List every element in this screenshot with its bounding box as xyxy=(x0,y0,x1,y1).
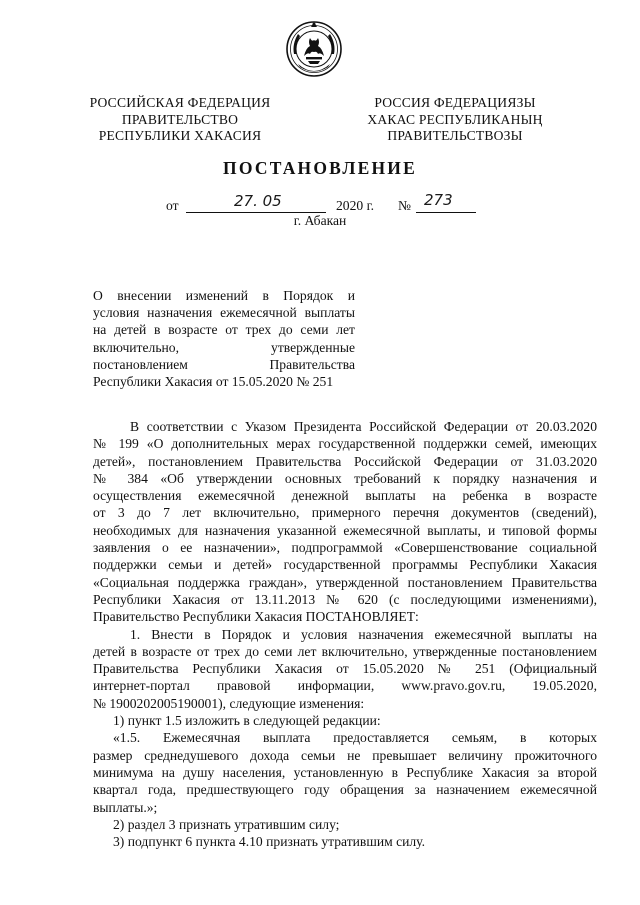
body-line: «Социальная поддержка граждан», утвержденной постановлением Правительства xyxy=(93,574,597,590)
body-line: № 384 «Об утверждении основных требований к порядку назначения и xyxy=(93,470,597,486)
body-line: осуществления ежемесячной денежной выплаты на ребенка в возрасте xyxy=(93,488,597,504)
handwritten-number: 273 xyxy=(424,191,453,209)
header-right-line: РОССИЯ ФЕДЕРАЦИЯЗЫ xyxy=(374,95,536,110)
header-left-line: РОССИЙСКАЯ ФЕДЕРАЦИЯ xyxy=(89,95,271,110)
body-line: № 199 «О дополнительных мерах государственной поддержки семей, имеющих xyxy=(93,436,597,452)
header-right-line: ХАКАС РЕСПУБЛИКАНЫҢ xyxy=(367,111,543,127)
body-line: необходимых для назначения указанной ежемесячной выплаты, и типовой формы xyxy=(93,522,597,538)
header-left-ru xyxy=(80,95,280,145)
body-line: Правительство Республики Хакасия ПОСТАНОВЛЯЕТ: xyxy=(93,609,419,625)
header-left-line: ПРАВИТЕЛЬСТВО xyxy=(121,111,239,127)
subject-line: О внесении изменений в Порядок и xyxy=(93,288,355,303)
subject-line: постановлением Правительства xyxy=(93,356,355,372)
document-subject xyxy=(93,287,355,390)
city-name: г. Абакан xyxy=(293,213,347,228)
document-body xyxy=(93,418,597,850)
body-line: выплаты.»; xyxy=(93,799,158,815)
subject-line: на детей в возрасте от трех до семи лет xyxy=(93,322,355,338)
body-line: квартал года, предшествующего году обращения за назначением ежемесячной xyxy=(93,782,597,798)
header-left-line: РЕСПУБЛИКИ ХАКАСИЯ xyxy=(98,128,262,143)
body-line: 1. Внести в Порядок и условия назначения ежемесячной выплаты на xyxy=(130,626,597,642)
body-line: Правительства Республики Хакасия от 15.05.2020 № 251 (Официальный xyxy=(93,661,597,677)
date-prefix: от xyxy=(166,198,179,213)
body-line: 3) подпункт 6 пункта 4.10 признать утратившим силу. xyxy=(113,834,426,850)
body-line: детей в возрасте от трех до семи лет включительно, утвержденные постановлением xyxy=(93,643,597,659)
header-right-line: ПРАВИТЕЛЬСТВОЗЫ xyxy=(387,128,523,143)
subject-line: включительно, утвержденные xyxy=(93,339,355,355)
body-line: минимума на душу населения, установленную в Республике Хакасия за второй xyxy=(93,764,597,780)
body-line: 2) раздел 3 признать утратившим силу; xyxy=(113,816,340,832)
date-year: 2020 г. xyxy=(336,198,375,213)
body-line: детей», постановлением Правительства Российской Федерации от 31.03.2020 xyxy=(93,453,597,469)
date-number-line xyxy=(160,191,490,214)
body-line: заявления о ее назначении», подпрограммой «Совершенствование социальной xyxy=(93,540,597,556)
body-line: В соответствии с Указом Президента Российской Федерации от 20.03.2020 xyxy=(130,419,597,434)
coat-of-arms-emblem-icon xyxy=(284,18,344,78)
subject-line: условия назначения ежемесячной выплаты xyxy=(93,305,355,321)
body-line: 1) пункт 1.5 изложить в следующей редакции: xyxy=(113,713,381,729)
body-line: Республики Хакасия от 13.11.2013 № 620 (с последующими изменениями), xyxy=(93,591,597,607)
body-line: размер среднедушевого дохода семьи не превышает величину прожиточного xyxy=(93,747,597,763)
document-title: ПОСТАНОВЛЕНИЕ xyxy=(223,158,417,178)
body-line: поддержки семьи и детей» государственной программы Республики Хакасия xyxy=(93,557,597,573)
subject-line: Республики Хакасия от 15.05.2020 № 251 xyxy=(93,373,334,389)
header-right-khakas xyxy=(355,95,555,145)
body-line: от 3 до 7 лет включительно, примерного перечня документов (сведений), xyxy=(93,505,597,521)
body-line: интернет-портал правовой информации, www.pravo.gov.ru, 19.05.2020, xyxy=(93,678,597,694)
handwritten-date: 27. 05 xyxy=(234,192,282,210)
body-line: «1.5. Ежемесячная выплата предоставляется семьям, в которых xyxy=(113,730,597,746)
number-sign: № xyxy=(398,198,411,213)
body-line: № 1900202005190001), следующие изменения: xyxy=(93,695,365,711)
